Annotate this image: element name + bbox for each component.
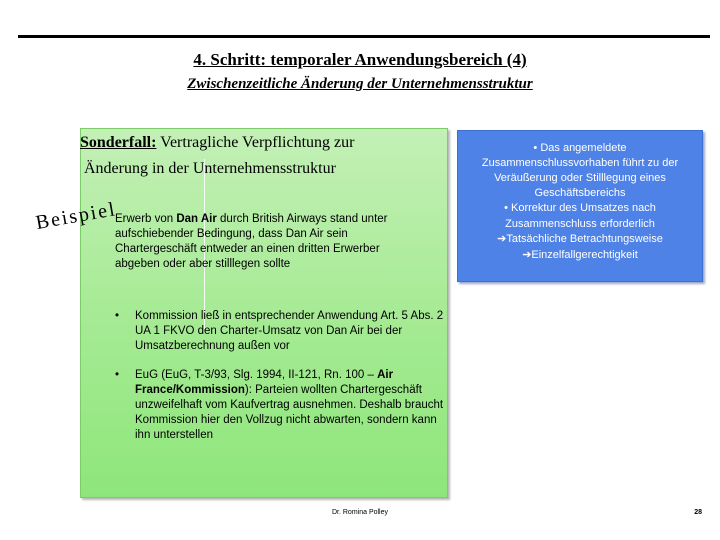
special-case-heading [80,130,440,182]
example-text [115,212,415,272]
info-line: Geschäftsbereichs [534,187,626,199]
special-case-title-line2: Änderung in der Unternehmensstruktur [84,160,336,177]
special-case-title: Vertragliche Verpflichtung zur [156,134,355,151]
bullet-marker: • [115,369,120,381]
example-label: Beispiel [34,198,119,235]
info-box [457,130,703,282]
info-line: ➔Einzelfallgerechtigkeit [522,249,638,261]
bullet-text: Kommission ließ in entsprechender Anwendung Art. 5 Abs. 2 UA 1 FKVO den Charter-Umsatz von Dan Air bei der Umsatzberechnung außen vor [135,310,444,352]
info-line: Zusammenschluss erforderlich [505,218,655,230]
bullet-text-end: ): Parteien wollten Chartergeschäft unzweifelhaft vom Kaufvertrag ausnehmen. Deshalb braucht Kommission hier den Vollzug nicht abwarten, sondern kann ihn unterstellen [135,384,444,441]
bullet-item [115,309,445,354]
info-line: • Das angemeldete [533,142,627,154]
bullet-highlight: Air France/Kommission [135,369,394,396]
info-line: • Korrektur des Umsatzes nach [504,202,656,214]
example-text-end: durch British Airways stand unter aufschiebender Bedingung, dass Dan Air sein Chartergeschäft entweder an einen dritten Erwerber abgeben oder aber stilllegen sollte [115,213,388,270]
bullet-marker: • [115,310,120,322]
slide-subtitle: Zwischenzeitliche Änderung der Unternehmensstruktur [187,76,533,92]
example-text-start: Erwerb von [115,213,177,225]
special-case-label: Sonderfall: [80,134,157,151]
bullet-item [115,368,445,443]
info-line: Zusammenschlussvorhaben führt zu der [481,157,679,169]
bullet-text-start: EuG (EuG, T-3/93, Slg. 1994, II-121, Rn. 100 – [135,369,378,381]
info-line: Veräußerung oder Stilllegung eines [494,172,666,184]
footer-author: Dr. Romina Polley [331,509,389,516]
example-highlight: Dan Air [176,213,217,225]
info-line: ➔Tatsächliche Betrachtungsweise [497,233,663,245]
bullet-list [115,309,445,457]
page-number: 28 [694,509,702,516]
top-rule [18,35,710,38]
slide-title: 4. Schritt: temporaler Anwendungsbereich (4) [193,50,527,69]
